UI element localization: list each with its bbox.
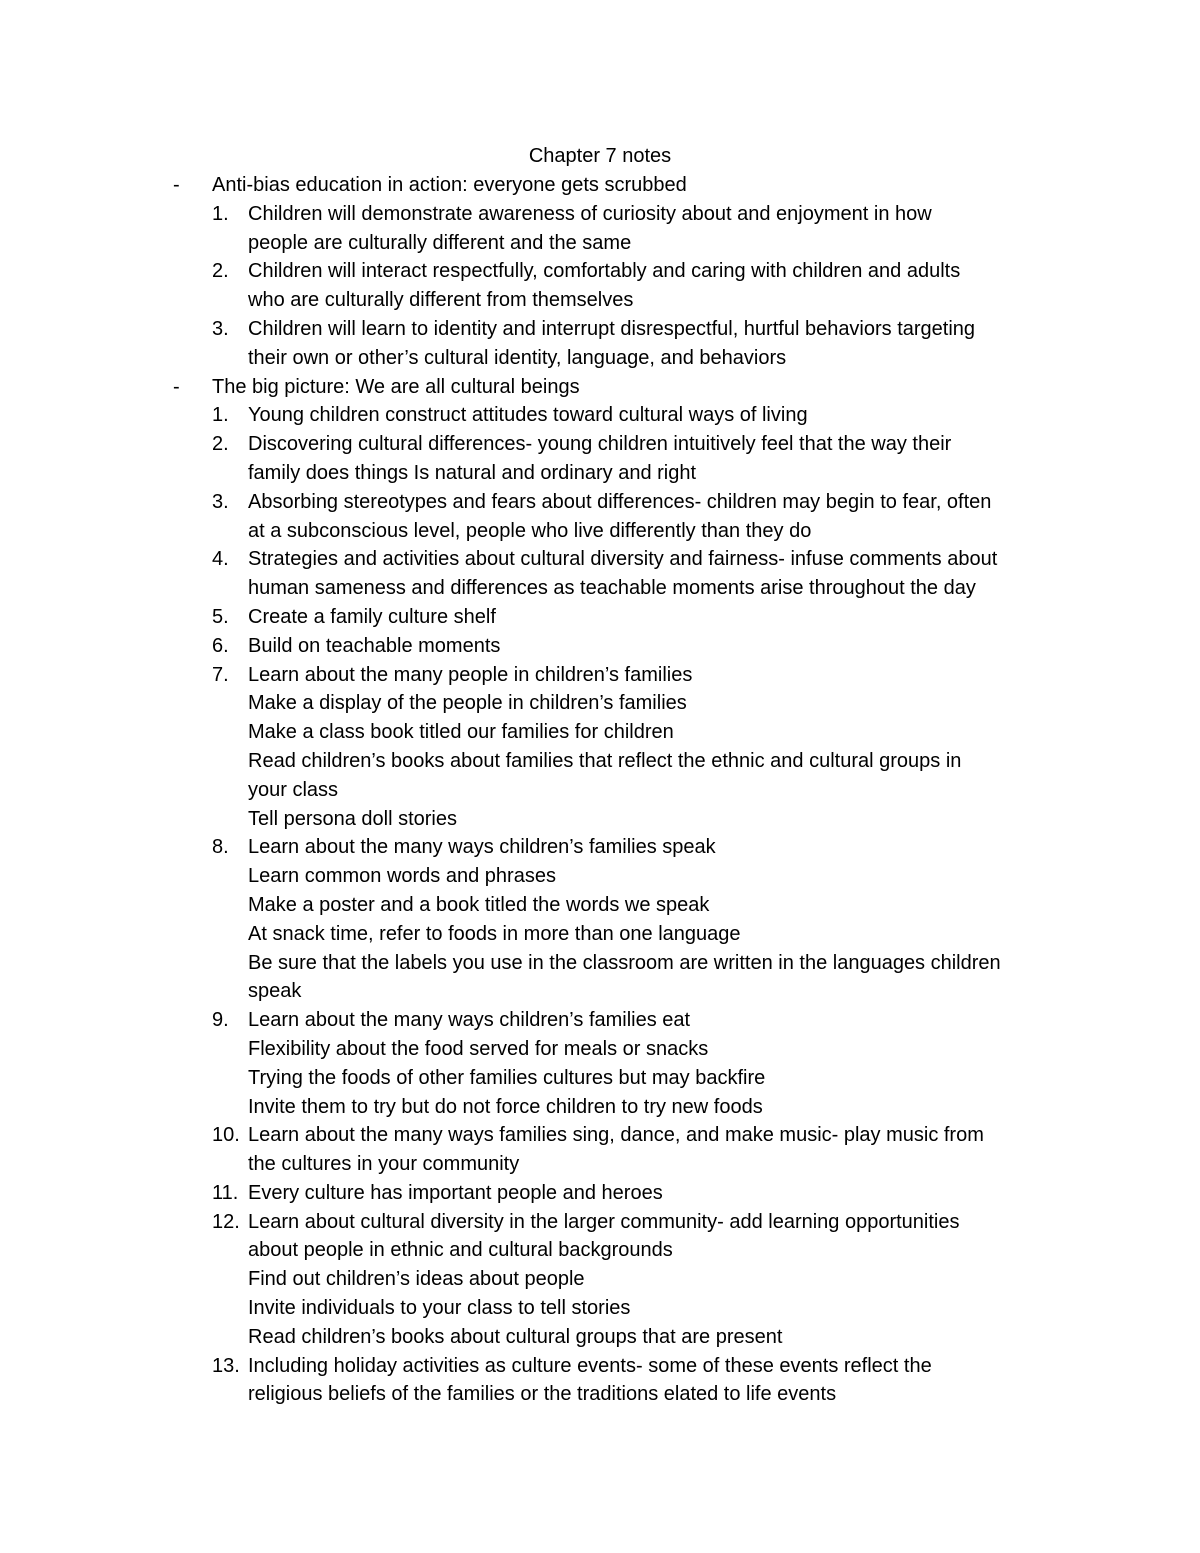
list-item-line: your class xyxy=(248,778,339,801)
list-item xyxy=(0,661,1068,834)
list-item xyxy=(0,833,1068,1006)
list-item-line: who are culturally different from themselves xyxy=(248,289,634,312)
list-item-line: Including holiday activities as culture events- some of these events reflect the xyxy=(248,1354,932,1377)
list-item xyxy=(0,315,1068,373)
list-item-number: 9. xyxy=(212,1009,229,1032)
list-item-line: At snack time, refer to foods in more than one language xyxy=(248,922,741,945)
list-item xyxy=(0,257,1068,315)
list-item-number: 2. xyxy=(212,433,229,456)
list-item-number: 11. xyxy=(212,1181,239,1204)
list-item-line: Learn common words and phrases xyxy=(248,865,556,888)
document-body xyxy=(0,171,1200,1409)
list-item-line: Learn about cultural diversity in the larger community- add learning opportunities xyxy=(248,1210,960,1233)
list-item-line: Children will learn to identity and interrupt disrespectful, hurtful behaviors targeting xyxy=(248,317,976,340)
list-item xyxy=(0,200,1068,258)
list-item xyxy=(0,1121,1068,1179)
list-item-number: 6. xyxy=(212,634,229,657)
list-item-line: family does things Is natural and ordinary and right xyxy=(248,461,697,484)
list-item-line: Children will interact respectfully, comfortably and caring with children and adults xyxy=(248,260,961,283)
list-item-number: 10. xyxy=(212,1124,240,1147)
list-item-line: Make a poster and a book titled the words we speak xyxy=(248,893,710,916)
list-item-number: 8. xyxy=(212,836,229,859)
list-item-line: Make a class book titled our families for children xyxy=(248,721,674,744)
list-item-line: Discovering cultural differences- young children intuitively feel that the way their xyxy=(248,433,952,456)
list-item-number: 4. xyxy=(212,548,229,571)
list-item xyxy=(0,1179,1068,1208)
numbered-list xyxy=(0,401,1200,1409)
list-item-line: human sameness and differences as teachable moments arise throughout the day xyxy=(248,577,976,600)
list-item-line: Learn about the many people in children’s families xyxy=(248,663,693,686)
list-item xyxy=(0,1208,1068,1352)
list-item-line: Flexibility about the food served for meals or snacks xyxy=(248,1037,709,1060)
list-item xyxy=(0,1352,1068,1410)
list-item-number: 3. xyxy=(212,317,229,340)
list-item-line: Absorbing stereotypes and fears about differences- children may begin to fear, often xyxy=(248,490,992,513)
section-heading-text: Anti-bias education in action: everyone gets scrubbed xyxy=(212,174,687,196)
list-item-line: Strategies and activities about cultural diversity and fairness- infuse comments about xyxy=(248,548,998,571)
list-item-line: Young children construct attitudes toward cultural ways of living xyxy=(248,404,808,427)
list-item-line: their own or other’s cultural identity, language, and behaviors xyxy=(248,346,787,369)
list-item-number: 5. xyxy=(212,605,229,628)
list-item-line: Create a family culture shelf xyxy=(248,605,496,628)
list-item-line: Read children’s books about families that reflect the ethnic and cultural groups in xyxy=(248,749,962,772)
document-title: Chapter 7 notes xyxy=(528,145,672,167)
list-item-number: 12. xyxy=(212,1210,240,1233)
numbered-list xyxy=(0,200,1200,373)
list-item-line: about people in ethnic and cultural backgrounds xyxy=(248,1239,673,1262)
list-item-line: religious beliefs of the families or the traditions elated to life events xyxy=(248,1383,837,1406)
note-section xyxy=(0,373,1200,1410)
list-item xyxy=(0,603,1068,632)
section-heading xyxy=(0,373,1200,402)
list-item-line: Learn about the many ways children’s families eat xyxy=(248,1009,691,1032)
dash-bullet: - xyxy=(173,375,180,398)
note-section xyxy=(0,171,1200,373)
list-item-line: Invite them to try but do not force children to try new foods xyxy=(248,1095,763,1118)
list-item xyxy=(0,430,1068,488)
section-heading-text: The big picture: We are all cultural beings xyxy=(212,375,580,398)
list-item-line: Invite individuals to your class to tell stories xyxy=(248,1297,631,1320)
list-item xyxy=(0,545,1068,603)
list-item-number: 1. xyxy=(212,404,229,427)
list-item-line: at a subconscious level, people who live differently than they do xyxy=(248,519,812,542)
list-item-line: Tell persona doll stories xyxy=(248,807,457,830)
list-item-line: people are culturally different and the same xyxy=(248,231,632,254)
list-item-line: Children will demonstrate awareness of curiosity about and enjoyment in how xyxy=(248,202,932,225)
list-item-number: 13. xyxy=(212,1354,240,1377)
list-item-line: speak xyxy=(248,980,302,1003)
list-item xyxy=(0,401,1068,430)
list-item-line: Learn about the many ways families sing, dance, and make music- play music from xyxy=(248,1124,984,1147)
list-item-line: Be sure that the labels you use in the classroom are written in the languages children xyxy=(248,951,1001,974)
section-heading xyxy=(0,171,1200,200)
list-item-line: Make a display of the people in children’s families xyxy=(248,692,687,715)
list-item-number: 3. xyxy=(212,490,229,513)
list-item xyxy=(0,488,1068,546)
list-item-line: the cultures in your community xyxy=(248,1153,520,1176)
list-item-number: 2. xyxy=(212,260,229,283)
list-item-line: Read children’s books about cultural groups that are present xyxy=(248,1325,783,1348)
dash-bullet: - xyxy=(173,174,180,196)
list-item-line: Find out children’s ideas about people xyxy=(248,1268,585,1291)
list-item xyxy=(0,632,1068,661)
list-item-number: 7. xyxy=(212,663,229,686)
list-item-line: Trying the foods of other families cultures but may backfire xyxy=(248,1066,766,1089)
list-item xyxy=(0,1006,1068,1121)
list-item-line: Learn about the many ways children’s families speak xyxy=(248,836,716,859)
list-item-line: Build on teachable moments xyxy=(248,634,501,657)
list-item-number: 1. xyxy=(212,202,229,225)
list-item-line: Every culture has important people and heroes xyxy=(248,1181,663,1204)
